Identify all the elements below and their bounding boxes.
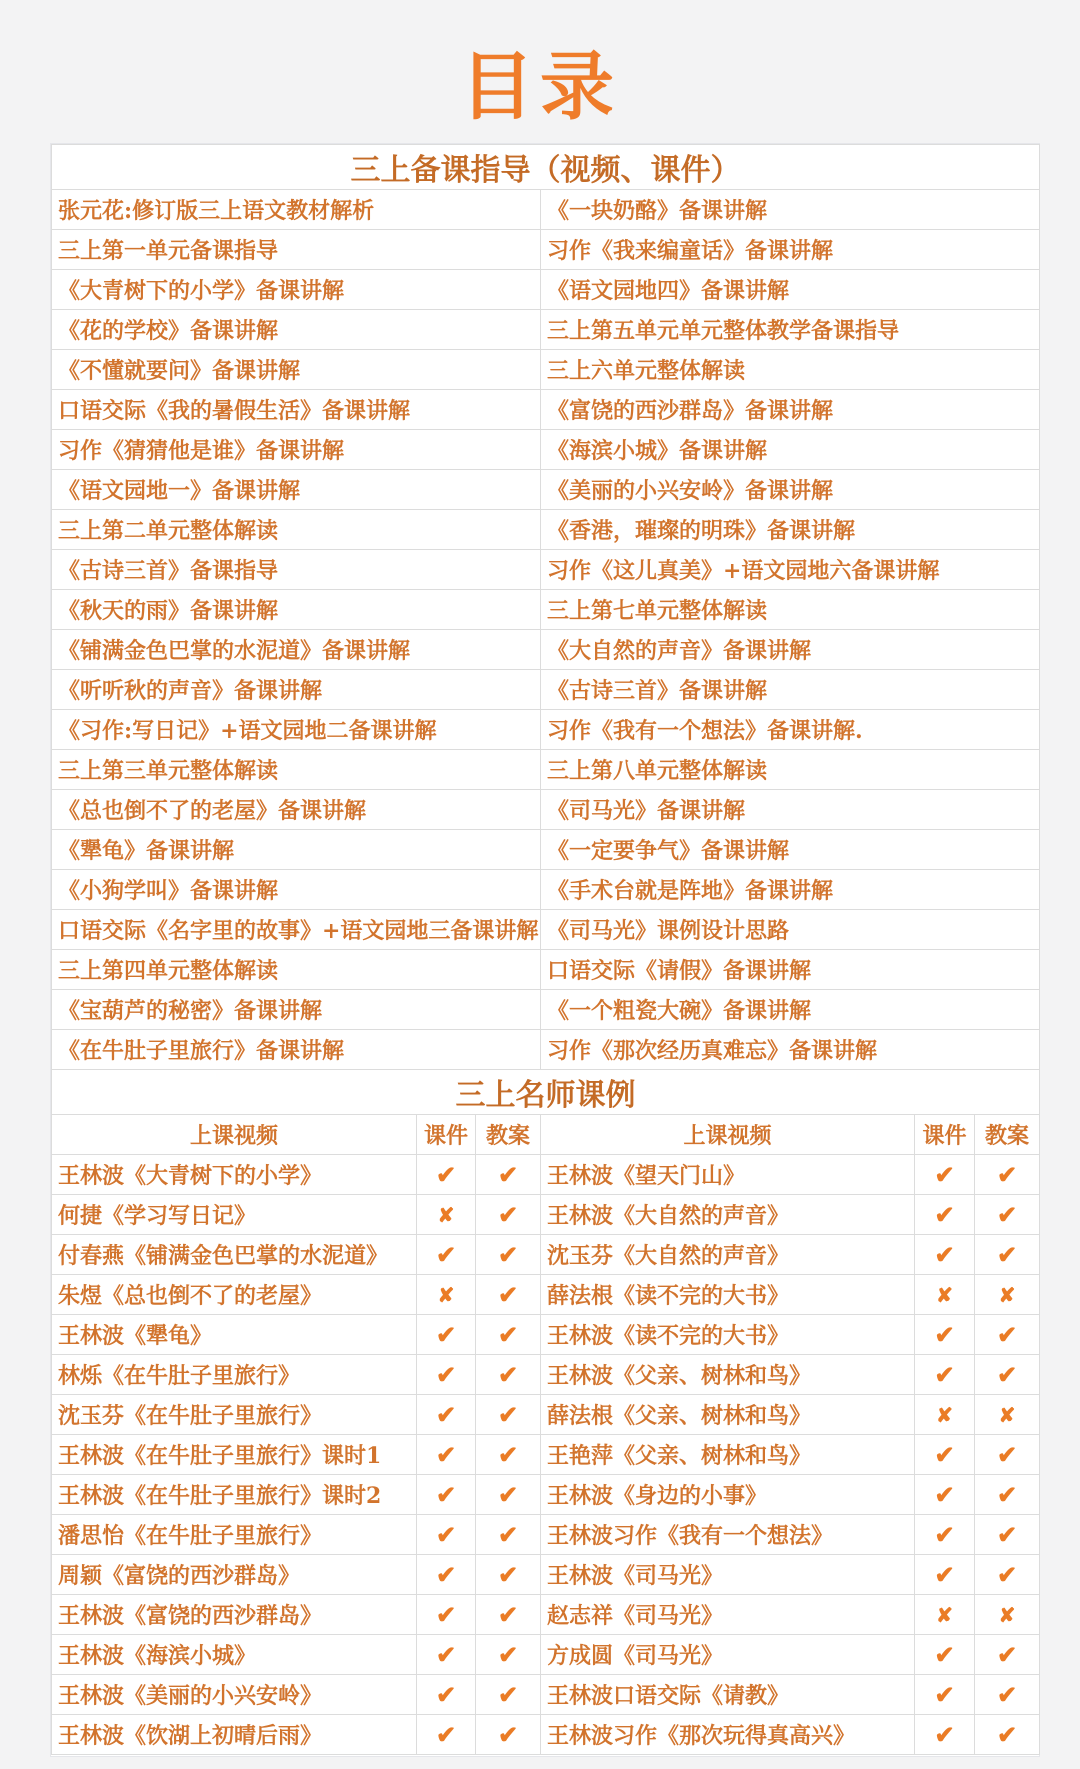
guide-row bbox=[52, 230, 1040, 270]
courseware-check-icon: ✔ bbox=[915, 1155, 975, 1195]
case-row bbox=[52, 1475, 1040, 1515]
case-video-right: 王林波口语交际《请教》 bbox=[541, 1675, 915, 1715]
guide-item-left: 三上第三单元整体解读 bbox=[52, 750, 541, 790]
courseware-check-icon: ✔ bbox=[417, 1515, 476, 1555]
case-row bbox=[52, 1155, 1040, 1195]
case-video-left: 潘思怡《在牛肚子里旅行》 bbox=[52, 1515, 417, 1555]
courseware-check-icon: ✔ bbox=[915, 1515, 975, 1555]
col-header-video: 上课视频 bbox=[541, 1115, 915, 1155]
case-video-right: 方成圆《司马光》 bbox=[541, 1635, 915, 1675]
guide-item-right: 习作《那次经历真难忘》备课讲解 bbox=[541, 1030, 1040, 1070]
courseware-check-icon: ✔ bbox=[915, 1635, 975, 1675]
guide-item-left: 《铺满金色巴掌的水泥道》备课讲解 bbox=[52, 630, 541, 670]
guide-row bbox=[52, 790, 1040, 830]
case-row bbox=[52, 1435, 1040, 1475]
guide-item-left: 《古诗三首》备课指导 bbox=[52, 550, 541, 590]
guide-row bbox=[52, 870, 1040, 910]
guide-item-right: 《海滨小城》备课讲解 bbox=[541, 430, 1040, 470]
plan-check-icon: ✔ bbox=[476, 1315, 541, 1355]
guide-item-right: 《美丽的小兴安岭》备课讲解 bbox=[541, 470, 1040, 510]
plan-check-icon: ✔ bbox=[975, 1675, 1040, 1715]
case-video-right: 薛法根《父亲、树林和鸟》 bbox=[541, 1395, 915, 1435]
guide-item-left: 《听听秋的声音》备课讲解 bbox=[52, 670, 541, 710]
case-row bbox=[52, 1355, 1040, 1395]
plan-cross-icon: ✘ bbox=[975, 1275, 1040, 1315]
guide-item-left: 《在牛肚子里旅行》备课讲解 bbox=[52, 1030, 541, 1070]
case-video-right: 王林波《身边的小事》 bbox=[541, 1475, 915, 1515]
case-video-right: 王林波《司马光》 bbox=[541, 1555, 915, 1595]
col-header-plan: 教案 bbox=[975, 1115, 1040, 1155]
case-video-left: 朱煜《总也倒不了的老屋》 bbox=[52, 1275, 417, 1315]
plan-check-icon: ✔ bbox=[975, 1435, 1040, 1475]
guide-item-left: 《犟龟》备课讲解 bbox=[52, 830, 541, 870]
courseware-check-icon: ✔ bbox=[915, 1315, 975, 1355]
guide-item-right: 《手术台就是阵地》备课讲解 bbox=[541, 870, 1040, 910]
guide-row bbox=[52, 990, 1040, 1030]
case-video-left: 王林波《饮湖上初晴后雨》 bbox=[52, 1715, 417, 1755]
col-header-courseware: 课件 bbox=[417, 1115, 476, 1155]
plan-check-icon: ✔ bbox=[975, 1555, 1040, 1595]
guide-item-right: 三上第五单元单元整体教学备课指导 bbox=[541, 310, 1040, 350]
guide-item-left: 习作《猜猜他是谁》备课讲解 bbox=[52, 430, 541, 470]
guide-header-row bbox=[52, 145, 1040, 190]
plan-check-icon: ✔ bbox=[476, 1155, 541, 1195]
guide-row bbox=[52, 550, 1040, 590]
courseware-check-icon: ✔ bbox=[417, 1395, 476, 1435]
case-row bbox=[52, 1395, 1040, 1435]
courseware-cross-icon: ✘ bbox=[417, 1195, 476, 1235]
guide-item-left: 《语文园地一》备课讲解 bbox=[52, 470, 541, 510]
plan-check-icon: ✔ bbox=[975, 1155, 1040, 1195]
catalog-sheet bbox=[50, 143, 1040, 1757]
courseware-check-icon: ✔ bbox=[417, 1675, 476, 1715]
case-row bbox=[52, 1635, 1040, 1675]
guide-item-left: 《总也倒不了的老屋》备课讲解 bbox=[52, 790, 541, 830]
courseware-check-icon: ✔ bbox=[417, 1555, 476, 1595]
plan-check-icon: ✔ bbox=[476, 1275, 541, 1315]
guide-row bbox=[52, 510, 1040, 550]
guide-item-right: 《香港，璀璨的明珠》备课讲解 bbox=[541, 510, 1040, 550]
plan-check-icon: ✔ bbox=[975, 1515, 1040, 1555]
plan-check-icon: ✔ bbox=[975, 1715, 1040, 1755]
guide-item-right: 《一定要争气》备课讲解 bbox=[541, 830, 1040, 870]
page-title: 目录 bbox=[460, 44, 620, 130]
plan-check-icon: ✔ bbox=[975, 1195, 1040, 1235]
case-row bbox=[52, 1275, 1040, 1315]
plan-check-icon: ✔ bbox=[476, 1195, 541, 1235]
case-row bbox=[52, 1515, 1040, 1555]
courseware-check-icon: ✔ bbox=[417, 1155, 476, 1195]
guide-item-right: 三上第八单元整体解读 bbox=[541, 750, 1040, 790]
plan-check-icon: ✔ bbox=[476, 1435, 541, 1475]
plan-check-icon: ✔ bbox=[975, 1315, 1040, 1355]
guide-item-right: 《司马光》课例设计思路 bbox=[541, 910, 1040, 950]
guide-row bbox=[52, 910, 1040, 950]
plan-check-icon: ✔ bbox=[476, 1355, 541, 1395]
case-row bbox=[52, 1715, 1040, 1755]
case-video-left: 沈玉芬《在牛肚子里旅行》 bbox=[52, 1395, 417, 1435]
case-video-right: 薛法根《读不完的大书》 bbox=[541, 1275, 915, 1315]
guide-item-right: 三上第七单元整体解读 bbox=[541, 590, 1040, 630]
courseware-cross-icon: ✘ bbox=[915, 1595, 975, 1635]
courseware-cross-icon: ✘ bbox=[915, 1275, 975, 1315]
guide-row bbox=[52, 430, 1040, 470]
case-video-left: 何捷《学习写日记》 bbox=[52, 1195, 417, 1235]
plan-check-icon: ✔ bbox=[975, 1235, 1040, 1275]
case-video-right: 赵志祥《司马光》 bbox=[541, 1595, 915, 1635]
guide-row bbox=[52, 590, 1040, 630]
guide-row bbox=[52, 950, 1040, 990]
courseware-check-icon: ✔ bbox=[915, 1475, 975, 1515]
guide-item-left: 口语交际《我的暑假生活》备课讲解 bbox=[52, 390, 541, 430]
plan-check-icon: ✔ bbox=[476, 1515, 541, 1555]
courseware-check-icon: ✔ bbox=[417, 1315, 476, 1355]
guide-item-left: 三上第四单元整体解读 bbox=[52, 950, 541, 990]
courseware-check-icon: ✔ bbox=[915, 1355, 975, 1395]
case-video-right: 王林波《读不完的大书》 bbox=[541, 1315, 915, 1355]
guide-item-right: 口语交际《请假》备课讲解 bbox=[541, 950, 1040, 990]
case-row bbox=[52, 1235, 1040, 1275]
guide-item-left: 口语交际《名字里的故事》+语文园地三备课讲解 bbox=[52, 910, 541, 950]
courseware-check-icon: ✔ bbox=[417, 1475, 476, 1515]
guide-item-left: 《秋天的雨》备课讲解 bbox=[52, 590, 541, 630]
case-row bbox=[52, 1315, 1040, 1355]
cases-header: 三上名师课例 bbox=[52, 1070, 1040, 1115]
guide-item-right: 习作《我来编童话》备课讲解 bbox=[541, 230, 1040, 270]
guide-row bbox=[52, 750, 1040, 790]
guide-item-right: 习作《这儿真美》+语文园地六备课讲解 bbox=[541, 550, 1040, 590]
courseware-check-icon: ✔ bbox=[417, 1355, 476, 1395]
plan-cross-icon: ✘ bbox=[975, 1395, 1040, 1435]
guide-item-left: 《习作:写日记》+语文园地二备课讲解 bbox=[52, 710, 541, 750]
guide-item-left: 《小狗学叫》备课讲解 bbox=[52, 870, 541, 910]
guide-row bbox=[52, 630, 1040, 670]
guide-row bbox=[52, 470, 1040, 510]
courseware-check-icon: ✔ bbox=[915, 1195, 975, 1235]
guide-item-right: 习作《我有一个想法》备课讲解. bbox=[541, 710, 1040, 750]
plan-check-icon: ✔ bbox=[476, 1595, 541, 1635]
courseware-check-icon: ✔ bbox=[915, 1675, 975, 1715]
case-video-left: 王林波《在牛肚子里旅行》课时1 bbox=[52, 1435, 417, 1475]
plan-check-icon: ✔ bbox=[476, 1635, 541, 1675]
case-row bbox=[52, 1595, 1040, 1635]
guide-item-right: 《语文园地四》备课讲解 bbox=[541, 270, 1040, 310]
guide-row bbox=[52, 1030, 1040, 1070]
guide-item-right: 《司马光》备课讲解 bbox=[541, 790, 1040, 830]
courseware-check-icon: ✔ bbox=[915, 1555, 975, 1595]
case-video-left: 付春燕《铺满金色巴掌的水泥道》 bbox=[52, 1235, 417, 1275]
case-video-left: 王林波《犟龟》 bbox=[52, 1315, 417, 1355]
guide-item-left: 张元花:修订版三上语文教材解析 bbox=[52, 190, 541, 230]
guide-item-left: 《不懂就要问》备课讲解 bbox=[52, 350, 541, 390]
cases-header-row bbox=[52, 1070, 1040, 1115]
guide-row bbox=[52, 830, 1040, 870]
case-video-right: 王林波习作《我有一个想法》 bbox=[541, 1515, 915, 1555]
case-video-left: 林烁《在牛肚子里旅行》 bbox=[52, 1355, 417, 1395]
guide-item-left: 《花的学校》备课讲解 bbox=[52, 310, 541, 350]
courseware-check-icon: ✔ bbox=[417, 1595, 476, 1635]
catalog-body bbox=[52, 145, 1040, 1755]
guide-item-right: 《富饶的西沙群岛》备课讲解 bbox=[541, 390, 1040, 430]
case-row bbox=[52, 1675, 1040, 1715]
courseware-check-icon: ✔ bbox=[915, 1435, 975, 1475]
plan-check-icon: ✔ bbox=[476, 1235, 541, 1275]
case-row bbox=[52, 1195, 1040, 1235]
plan-check-icon: ✔ bbox=[975, 1355, 1040, 1395]
case-video-right: 王艳萍《父亲、树林和鸟》 bbox=[541, 1435, 915, 1475]
case-video-left: 王林波《美丽的小兴安岭》 bbox=[52, 1675, 417, 1715]
guide-item-right: 三上六单元整体解读 bbox=[541, 350, 1040, 390]
guide-header: 三上备课指导（视频、课件） bbox=[52, 145, 1040, 190]
courseware-check-icon: ✔ bbox=[915, 1715, 975, 1755]
guide-item-right: 《一个粗瓷大碗》备课讲解 bbox=[541, 990, 1040, 1030]
case-video-right: 沈玉芬《大自然的声音》 bbox=[541, 1235, 915, 1275]
plan-check-icon: ✔ bbox=[476, 1395, 541, 1435]
col-header-video: 上课视频 bbox=[52, 1115, 417, 1155]
col-header-courseware: 课件 bbox=[915, 1115, 975, 1155]
guide-item-right: 《一块奶酪》备课讲解 bbox=[541, 190, 1040, 230]
col-header-plan: 教案 bbox=[476, 1115, 541, 1155]
courseware-check-icon: ✔ bbox=[915, 1235, 975, 1275]
courseware-check-icon: ✔ bbox=[417, 1435, 476, 1475]
case-video-left: 王林波《富饶的西沙群岛》 bbox=[52, 1595, 417, 1635]
guide-row bbox=[52, 350, 1040, 390]
guide-row bbox=[52, 390, 1040, 430]
plan-check-icon: ✔ bbox=[476, 1715, 541, 1755]
guide-item-left: 三上第二单元整体解读 bbox=[52, 510, 541, 550]
courseware-check-icon: ✔ bbox=[417, 1715, 476, 1755]
courseware-cross-icon: ✘ bbox=[915, 1395, 975, 1435]
plan-check-icon: ✔ bbox=[476, 1555, 541, 1595]
guide-item-left: 《大青树下的小学》备课讲解 bbox=[52, 270, 541, 310]
guide-row bbox=[52, 670, 1040, 710]
case-video-right: 王林波《父亲、树林和鸟》 bbox=[541, 1355, 915, 1395]
case-video-left: 王林波《在牛肚子里旅行》课时2 bbox=[52, 1475, 417, 1515]
plan-check-icon: ✔ bbox=[975, 1635, 1040, 1675]
plan-check-icon: ✔ bbox=[476, 1675, 541, 1715]
plan-cross-icon: ✘ bbox=[975, 1595, 1040, 1635]
guide-item-left: 三上第一单元备课指导 bbox=[52, 230, 541, 270]
guide-row bbox=[52, 270, 1040, 310]
guide-row bbox=[52, 310, 1040, 350]
courseware-cross-icon: ✘ bbox=[417, 1275, 476, 1315]
guide-row bbox=[52, 190, 1040, 230]
guide-row bbox=[52, 710, 1040, 750]
case-video-right: 王林波《大自然的声音》 bbox=[541, 1195, 915, 1235]
plan-check-icon: ✔ bbox=[476, 1475, 541, 1515]
courseware-check-icon: ✔ bbox=[417, 1235, 476, 1275]
plan-check-icon: ✔ bbox=[975, 1475, 1040, 1515]
case-video-right: 王林波习作《那次玩得真高兴》 bbox=[541, 1715, 915, 1755]
guide-item-left: 《宝葫芦的秘密》备课讲解 bbox=[52, 990, 541, 1030]
case-row bbox=[52, 1555, 1040, 1595]
case-video-right: 王林波《望天门山》 bbox=[541, 1155, 915, 1195]
guide-item-right: 《古诗三首》备课讲解 bbox=[541, 670, 1040, 710]
cases-column-header-row bbox=[52, 1115, 1040, 1155]
guide-item-right: 《大自然的声音》备课讲解 bbox=[541, 630, 1040, 670]
case-video-left: 周颖《富饶的西沙群岛》 bbox=[52, 1555, 417, 1595]
courseware-check-icon: ✔ bbox=[417, 1635, 476, 1675]
catalog-table bbox=[51, 144, 1040, 1755]
case-video-left: 王林波《海滨小城》 bbox=[52, 1635, 417, 1675]
case-video-left: 王林波《大青树下的小学》 bbox=[52, 1155, 417, 1195]
